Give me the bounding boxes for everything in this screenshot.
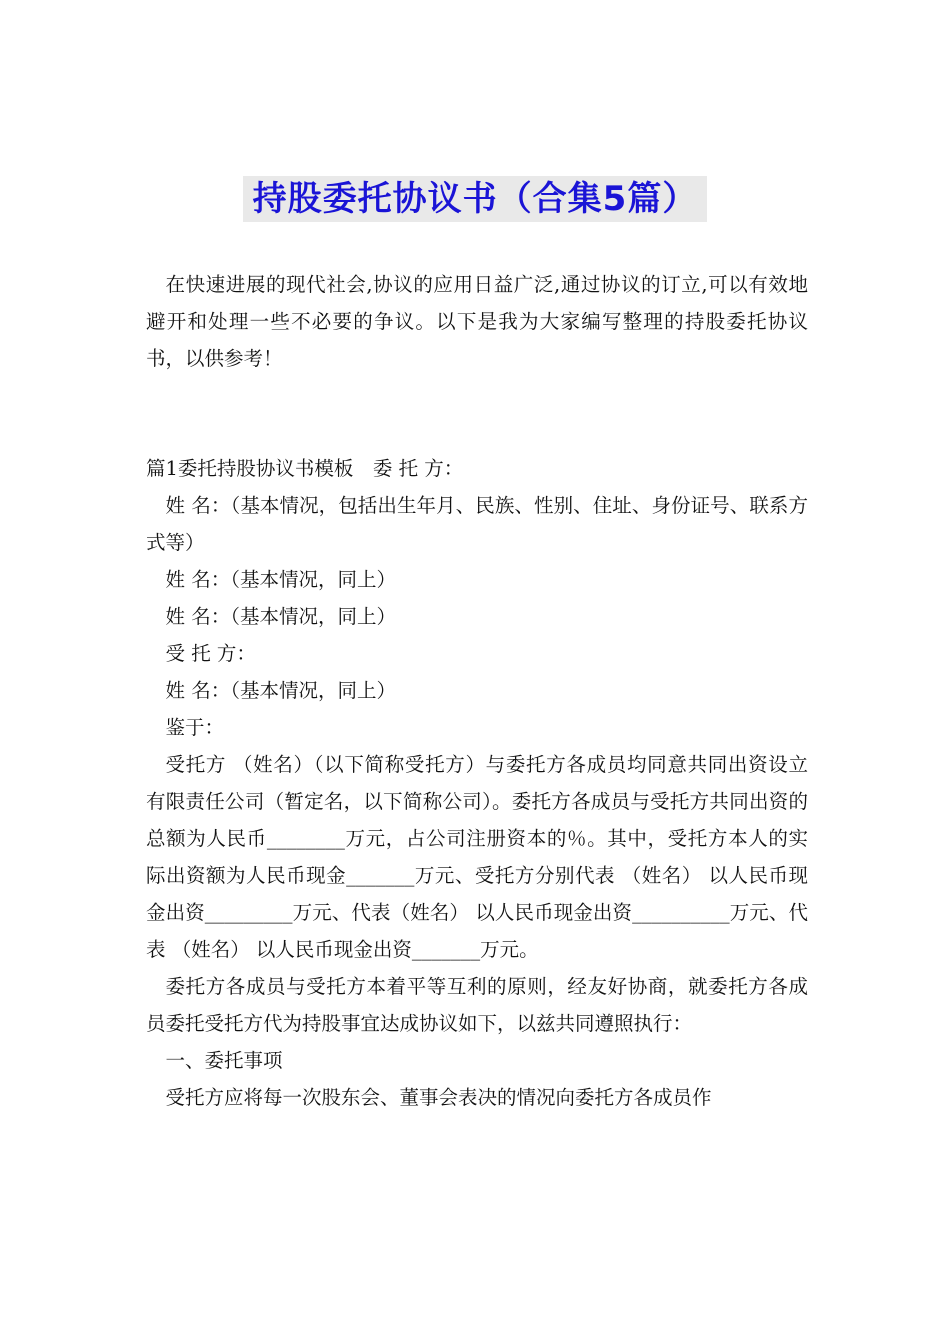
agreement-body xyxy=(146,450,808,1116)
paragraph-2: 姓 名：（基本情况，同上） xyxy=(165,568,396,591)
paragraph-8: 委托方各成员与受托方本着平等互利的原则，经友好协商，就委托方各成员委托受托方代为持股事宜达成协议如下，以兹共同遵照执行： xyxy=(146,975,808,1035)
paragraph-7: 受托方 （姓名）（以下简称受托方）与委托方各成员均同意共同出资设立 有限责任公司（暂定名，以下简称公司）。委托方各成员与受托方共同出资的总额为人民币________万元，占公司注册资本的％。其中，受托方本人的实际出资额为人民币现金_______万元、受托方分别代表 （姓名） 以人民币现金出资_________万元、代表（姓名） 以人民币现金出资__________万元、代表 （姓名） 以人民币现金出资_______万元。 xyxy=(146,753,808,961)
intro-section xyxy=(146,266,808,377)
paragraph-9: 一、委托事项 xyxy=(165,1049,283,1072)
paragraph-1: 姓 名：（基本情况，包括出生年月、民族、性别、住址、身份证号、联系方式等） xyxy=(146,494,808,554)
paragraph-0: 篇1委托持股协议书模板 委 托 方： xyxy=(146,457,464,480)
intro-paragraph: 在快速进展的现代社会,协议的应用日益广泛,通过协议的订立,可以有效地避开和处理一些不必要的争议。以下是我为大家编写整理的持股委托协议书，以供参考！ xyxy=(146,273,808,370)
document-title: 持股委托协议书（合集5篇） xyxy=(243,176,708,222)
paragraph-6: 鉴于： xyxy=(165,716,225,739)
paragraph-4: 受 托 方： xyxy=(165,642,256,665)
paragraph-5: 姓 名：（基本情况，同上） xyxy=(165,679,396,702)
paragraph-3: 姓 名：（基本情况，同上） xyxy=(165,605,396,628)
paragraph-10: 受托方应将每一次股东会、董事会表决的情况向委托方各成员作 xyxy=(165,1086,712,1109)
title-container xyxy=(0,176,950,222)
